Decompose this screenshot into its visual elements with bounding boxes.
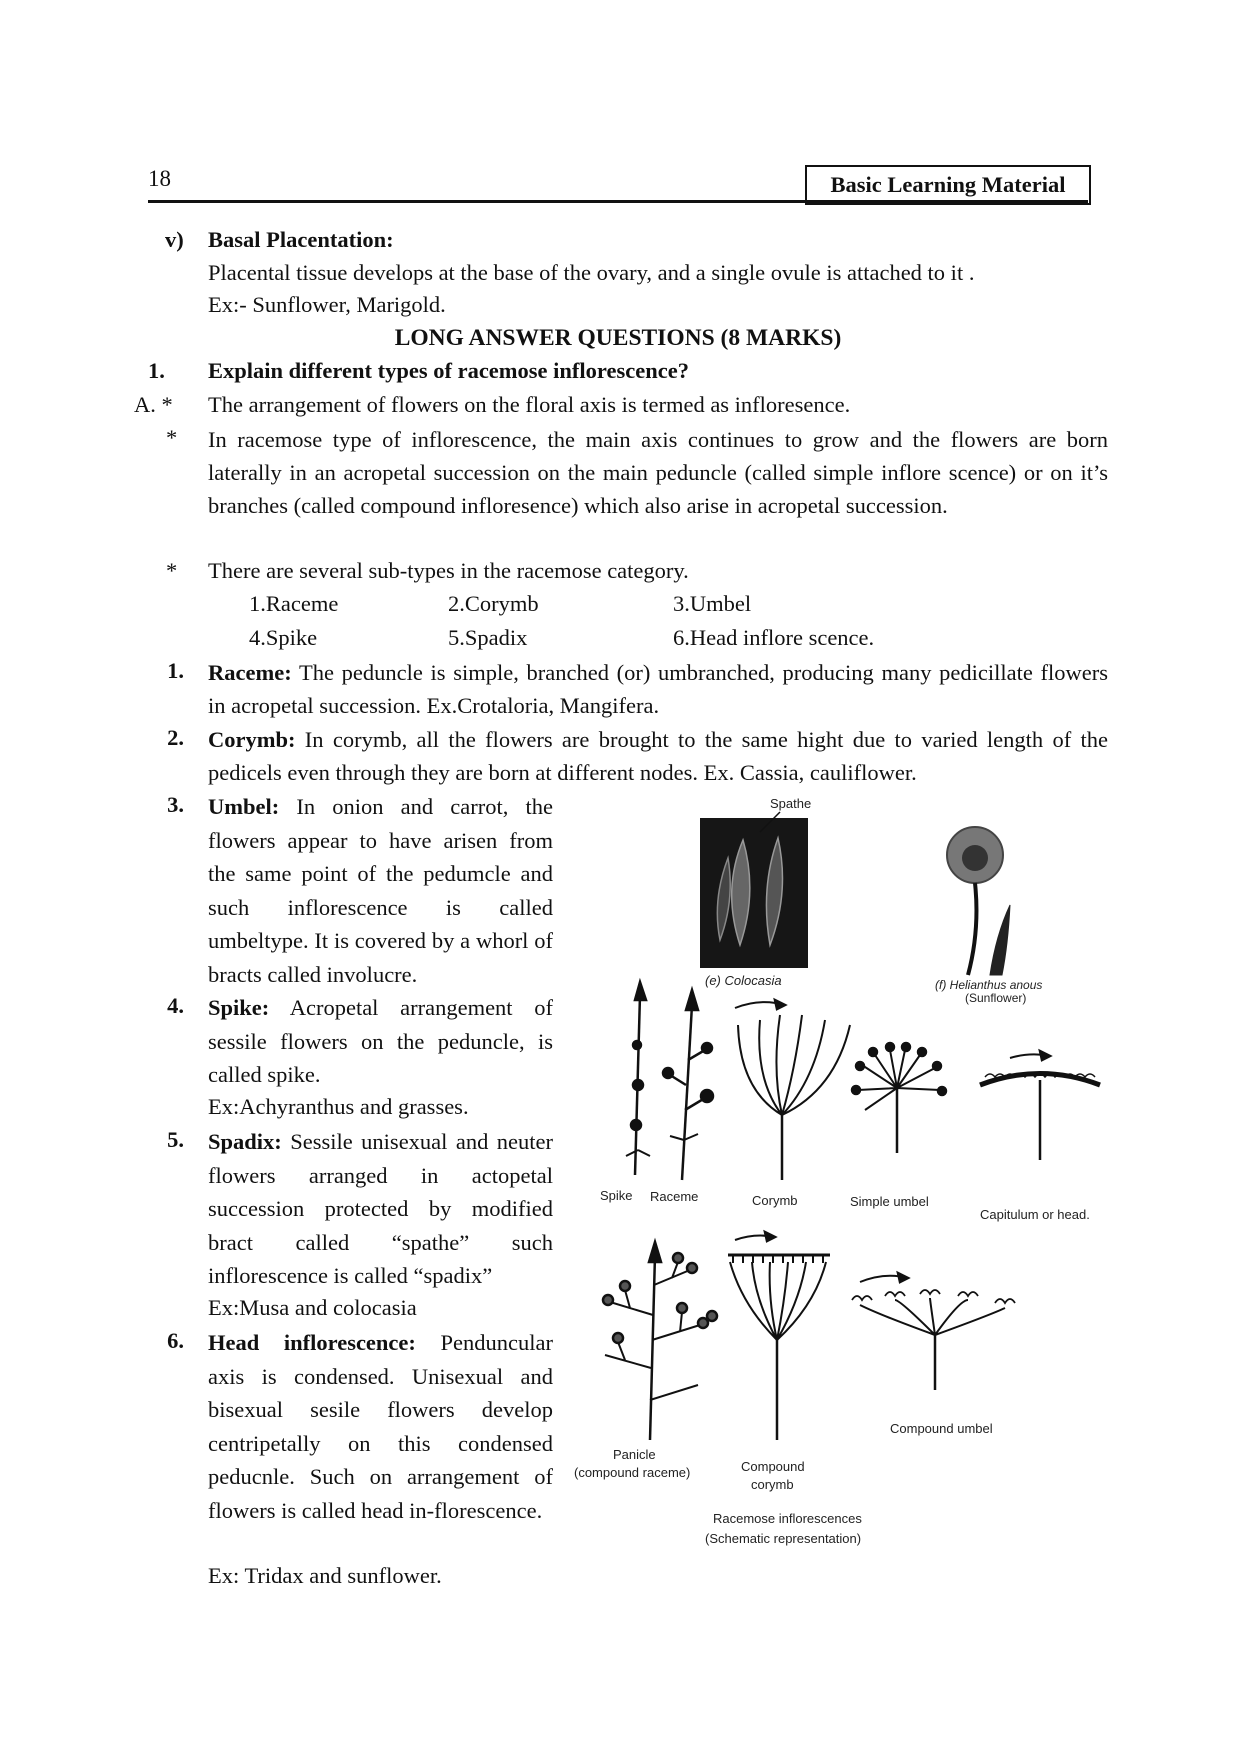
section-heading: LONG ANSWER QUESTIONS (8 MARKS) bbox=[394, 325, 842, 351]
item-number: 3. bbox=[167, 792, 184, 817]
subtype-item: 4.Spike bbox=[249, 625, 318, 650]
item-number: 4. bbox=[167, 993, 184, 1018]
subtype-item: 6.Head inflore scence. bbox=[673, 625, 875, 650]
label-spike: Spike bbox=[600, 1188, 633, 1203]
colocasia-photo bbox=[700, 818, 808, 968]
item-text: Acropetal arrangement of sessile flowers on the peduncle, is called spike. bbox=[208, 995, 553, 1087]
item-text: Penduncular axis is condensed. Unisexual and bisexual sesile flowers develop centripetally on this condensed peducnle. Such on arrangement of flowers is called head in-florescence. bbox=[208, 1330, 553, 1523]
item-number: 2. bbox=[167, 725, 184, 750]
page-number: 18 bbox=[148, 166, 171, 191]
panicle-axis bbox=[650, 1255, 655, 1440]
item-term: Raceme: bbox=[208, 660, 292, 685]
item-number: 6. bbox=[167, 1328, 184, 1353]
bullet-marker: * bbox=[166, 425, 178, 450]
header-title: Basic Learning Material bbox=[805, 165, 1091, 205]
item-example: Ex: Tridax and sunflower. bbox=[208, 1563, 442, 1588]
answer-marker: A. * bbox=[134, 392, 173, 417]
raceme-apex bbox=[686, 990, 698, 1010]
corymb-branches bbox=[738, 1015, 850, 1115]
item-number: 5. bbox=[167, 1127, 184, 1152]
figure-caption: Racemose inflorescences bbox=[713, 1511, 862, 1526]
label-simple-umbel: Simple umbel bbox=[850, 1194, 929, 1209]
sunflower-stem bbox=[968, 883, 976, 975]
item-example: Ex:Musa and colocasia bbox=[208, 1295, 417, 1320]
bullet-marker: * bbox=[166, 558, 178, 583]
item-term: Spadix: bbox=[208, 1129, 282, 1154]
label-compound-corymb: corymb bbox=[751, 1477, 794, 1492]
item-term: Corymb: bbox=[208, 727, 296, 752]
subtype-item: 3.Umbel bbox=[673, 591, 752, 616]
answer-paragraph-1: The arrangement of flowers on the floral axis is termed as infloresence. bbox=[208, 392, 851, 417]
subtype-item: 1.Raceme bbox=[249, 591, 339, 616]
figure-caption: (Schematic representation) bbox=[705, 1531, 862, 1546]
label-compound-umbel: Compound umbel bbox=[890, 1421, 993, 1436]
question-number: 1. bbox=[148, 358, 165, 383]
raceme-axis bbox=[682, 1005, 692, 1180]
compound-corymb-branches bbox=[730, 1262, 826, 1340]
label-panicle-sub: (compound raceme) bbox=[574, 1465, 691, 1480]
label-panicle: Panicle bbox=[613, 1447, 656, 1462]
label-capitulum: Capitulum or head. bbox=[980, 1207, 1090, 1222]
item-text: The peduncle is simple, branched (or) umbranched, producing many pedicillate flowers in acropetal succession. Ex.Crotaloria, Mangifera. bbox=[208, 660, 1108, 718]
subtype-item: 5.Spadix bbox=[448, 625, 528, 650]
label-colocasia: (e) Colocasia bbox=[705, 973, 782, 988]
answer-paragraph-3: There are several sub-types in the racemose category. bbox=[208, 558, 689, 583]
answer-paragraph-2: In racemose type of inflorescence, the main axis continues to grow and the flowers are born laterally in an acropetal succession on the main peduncle (called simple inflore scence) or on it’s branches (called compound infloresence) which also arise in acropetal succession. bbox=[208, 427, 1108, 518]
item-term: Head inflorescence: bbox=[208, 1330, 416, 1355]
question-text: Explain different types of racemose inflorescence? bbox=[208, 358, 689, 383]
label-helianthus: (f) Helianthus anous bbox=[935, 978, 1043, 992]
item-text: In corymb, all the flowers are brought to the same hight due to varied length of the pedicels even through they are born at different nodes. Ex. Cassia, cauliflower. bbox=[208, 727, 1108, 785]
item-example: Ex:Achyranthus and grasses. bbox=[208, 1094, 469, 1119]
item-text: In onion and carrot, the flowers appear to have arisen from the same point of the pedumcle and such inflorescence is called umbeltype. It is covered by a whorl of bracts called involucre. bbox=[208, 794, 553, 987]
basal-line-1: Placental tissue develops at the base of the ovary, and a single ovule is attached to it . bbox=[208, 260, 975, 285]
basal-heading: Basal Placentation: bbox=[208, 227, 394, 252]
label-sunflower: (Sunflower) bbox=[965, 991, 1027, 1005]
basal-marker: v) bbox=[165, 227, 184, 252]
item-term: Spike: bbox=[208, 995, 270, 1020]
sunflower-leaf bbox=[990, 905, 1010, 975]
label-compound-corymb: Compound bbox=[741, 1459, 805, 1474]
basal-line-2: Ex:- Sunflower, Marigold. bbox=[208, 292, 446, 317]
label-spathe: Spathe bbox=[770, 796, 812, 811]
compound-umbel-rays bbox=[860, 1298, 1005, 1335]
panicle-apex bbox=[649, 1242, 661, 1262]
umbel-rays bbox=[858, 1050, 940, 1110]
label-raceme: Raceme bbox=[650, 1189, 699, 1204]
subtype-item: 2.Corymb bbox=[448, 591, 539, 616]
item-text: Sessile unisexual and neuter flowers arranged in actopetal succession protected by modified bract called “spathe” such inflorescence is called “spadix” bbox=[208, 1129, 553, 1288]
spike-apex bbox=[635, 982, 646, 1000]
item-number: 1. bbox=[167, 658, 184, 683]
item-term: Umbel: bbox=[208, 794, 280, 819]
sunflower-disc bbox=[962, 845, 988, 871]
label-corymb: Corymb bbox=[752, 1193, 798, 1208]
